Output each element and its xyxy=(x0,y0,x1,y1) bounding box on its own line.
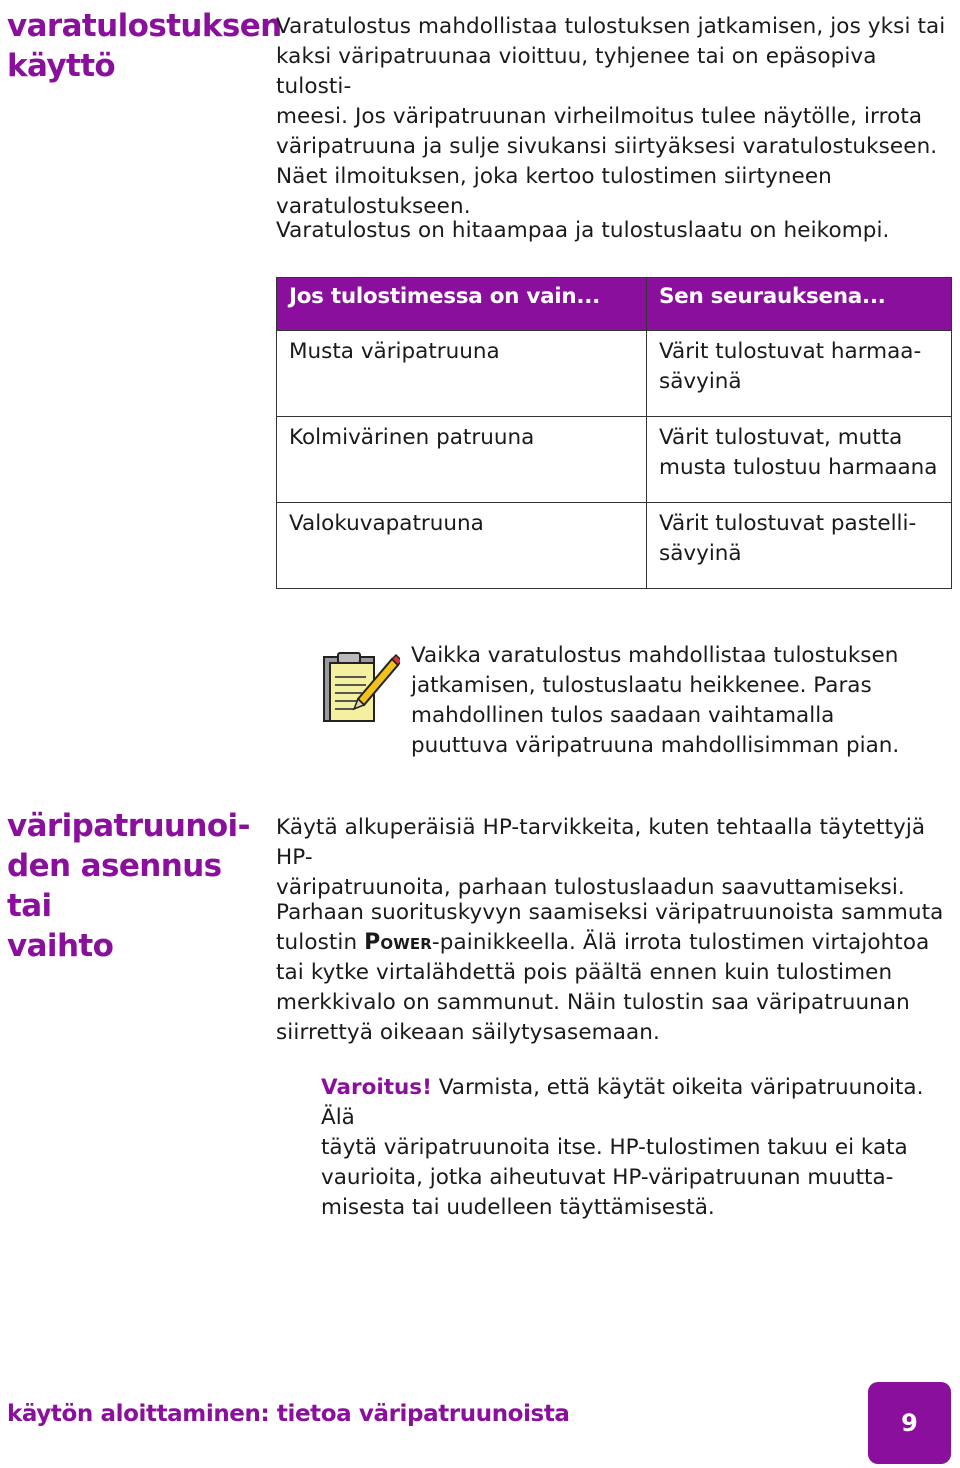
text-line: kaksi väripatruunaa vioittuu, tyhjenee tai on epäsopiva tulosti- xyxy=(276,44,877,99)
text-line: misesta tai uudelleen täyttämisestä. xyxy=(321,1195,715,1220)
heading-line: den asennus tai xyxy=(7,848,222,924)
genuine-supplies-paragraph xyxy=(276,813,948,903)
notepad-pencil-icon xyxy=(318,645,400,727)
text-fragment: -painikkeella. Älä irrota tulostimen virtajohtoa xyxy=(431,930,930,955)
table-cell xyxy=(647,331,952,417)
table-header-cell: Sen seurauksena... xyxy=(647,278,952,331)
heading-line: käyttö xyxy=(7,48,116,84)
text-fragment: tulostin xyxy=(276,930,365,955)
cell-line: Värit tulostuvat, mutta xyxy=(659,425,903,450)
table-header-cell: Jos tulostimessa on vain... xyxy=(277,278,647,331)
power-button-label: Power xyxy=(364,930,432,955)
text-line: väripatruuna ja sulje sivukansi siirtyäksesi varatulostukseen. xyxy=(276,134,938,159)
note-text xyxy=(411,641,931,761)
table-row xyxy=(277,503,952,589)
text-line: vaurioita, jotka aiheutuvat HP-väripatruunan muutta- xyxy=(321,1165,894,1190)
cell-line: Värit tulostuvat pastelli- xyxy=(659,511,917,536)
text-line: siirrettyä oikeaan säilytysasemaan. xyxy=(276,1020,660,1045)
cell-line: sävyinä xyxy=(659,369,742,394)
table-cell xyxy=(647,417,952,503)
text-line: jatkamisen, tulostuslaatu heikkenee. Paras xyxy=(411,673,872,698)
text-line: meesi. Jos väripatruunan virheilmoitus tulee näytölle, irrota xyxy=(276,104,923,129)
text-line: varatulostukseen. xyxy=(276,194,471,219)
table-header-row xyxy=(277,278,952,331)
table-row xyxy=(277,417,952,503)
backup-quality-paragraph: Varatulostus on hitaampaa ja tulostuslaatu on heikompi. xyxy=(276,218,890,243)
section-heading-cartridge-install xyxy=(7,806,250,966)
section-heading-backup-printing xyxy=(7,6,282,86)
text-line: tai kytke virtalähdettä pois päältä ennen kuin tulostimen xyxy=(276,960,893,985)
text-line: merkkivalo on sammunut. Näin tulostin saa väripatruunan xyxy=(276,990,910,1015)
text-line: Varatulostus mahdollistaa tulostuksen jatkamisen, jos yksi tai xyxy=(276,14,946,39)
text-line: väripatruunoita, parhaan tulostuslaadun saavuttamiseksi. xyxy=(276,875,905,900)
table-cell: Musta väripatruuna xyxy=(277,331,647,417)
cell-line: sävyinä xyxy=(659,541,742,566)
cartridge-result-table xyxy=(276,277,952,589)
text-fragment: Varmista, että käytät oikeita väripatruunoita. Älä xyxy=(321,1075,924,1130)
heading-line: vaihto xyxy=(7,928,114,964)
table-cell xyxy=(647,503,952,589)
cell-line: Värit tulostuvat harmaa- xyxy=(659,339,922,364)
page-number-badge xyxy=(868,1382,951,1464)
text-line: Parhaan suorituskyvyn saamiseksi väripatruunoista sammuta xyxy=(276,900,944,925)
table-cell: Kolmivärinen patruuna xyxy=(277,417,647,503)
page-number: 9 xyxy=(901,1409,918,1437)
warning-label: Varoitus! xyxy=(321,1075,432,1100)
text-line: täytä väripatruunoita itse. HP-tulostimen takuu ei kata xyxy=(321,1135,908,1160)
table-cell: Valokuvapatruuna xyxy=(277,503,647,589)
heading-line: varatulostuksen xyxy=(7,8,282,44)
footer-chapter-title: käytön aloittaminen: tietoa väripatruunoista xyxy=(7,1401,570,1427)
text-line: Käytä alkuperäisiä HP-tarvikkeita, kuten tehtaalla täytettyjä HP- xyxy=(276,815,926,870)
heading-line: väripatruunoi- xyxy=(7,808,250,844)
text-line: puuttuva väripatruuna mahdollisimman pian. xyxy=(411,733,900,758)
power-off-paragraph xyxy=(276,898,948,1048)
backup-intro-paragraph xyxy=(276,12,948,222)
text-line: mahdollinen tulos saadaan vaihtamalla xyxy=(411,703,835,728)
text-line: Näet ilmoituksen, joka kertoo tulostimen siirtyneen xyxy=(276,164,832,189)
table-row xyxy=(277,331,952,417)
text-line: Vaikka varatulostus mahdollistaa tulostuksen xyxy=(411,643,899,668)
warning-paragraph xyxy=(321,1073,951,1223)
cell-line: musta tulostuu harmaana xyxy=(659,455,938,480)
